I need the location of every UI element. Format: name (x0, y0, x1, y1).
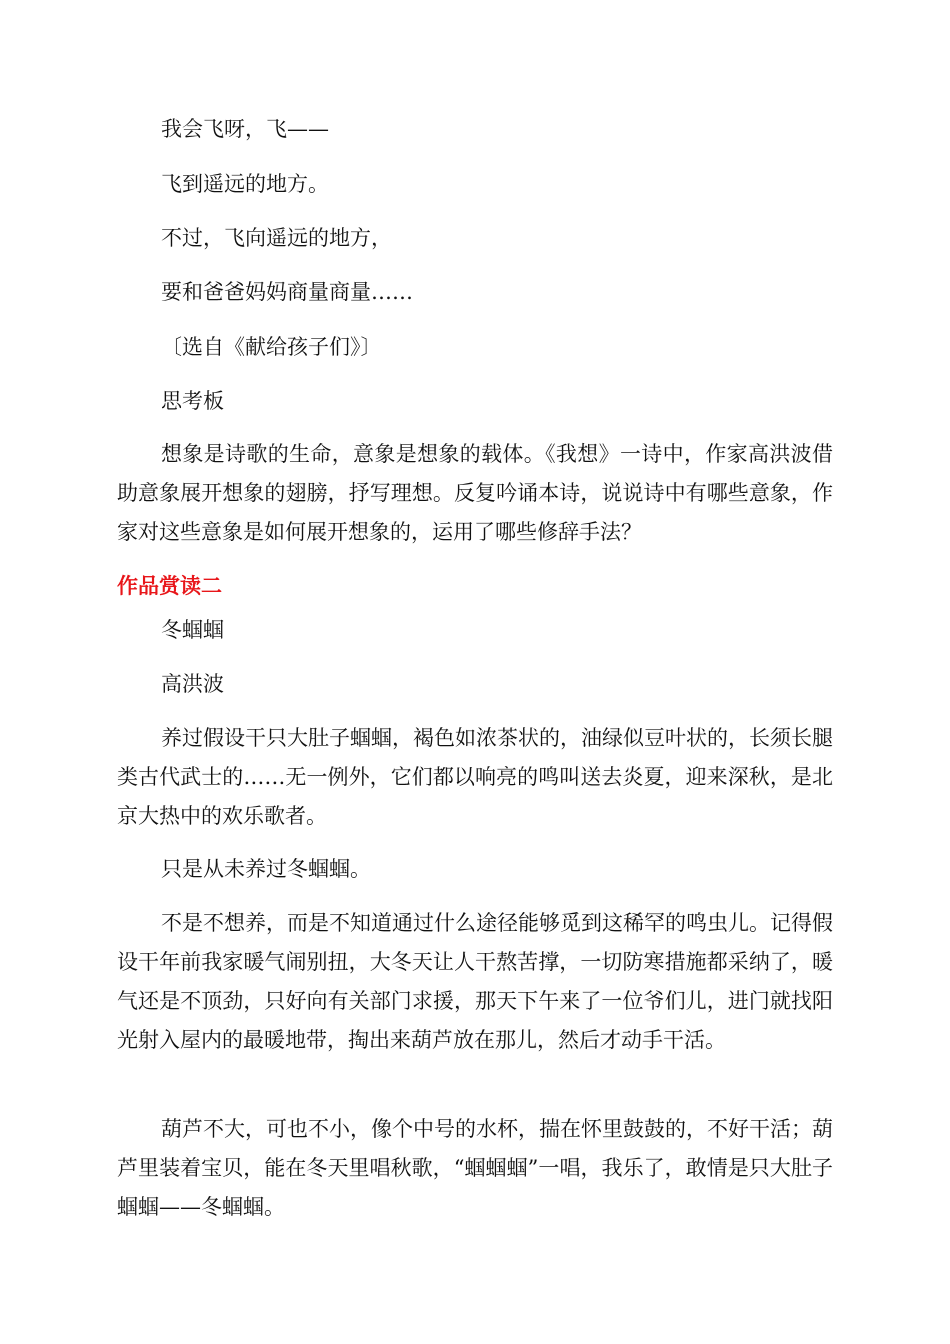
poem-source: 〔选自《献给孩子们》〕 (161, 335, 382, 359)
poem-line: 不过，飞向遥远的地方， (161, 226, 392, 250)
document-page (117, 0, 833, 1344)
article-paragraph: 只是从未养过冬蝈蝈。 (161, 857, 371, 881)
poem-line: 要和爸爸妈妈商量商量…… (161, 280, 413, 304)
section-heading: 作品赏读二 (117, 574, 222, 598)
article-title: 冬蝈蝈 (161, 618, 224, 642)
think-board-text: 想象是诗歌的生命，意象是想象的载体。《我想》一诗中，作家高洪波借助意象展开想象的翅膀，抒写理想。反复吟诵本诗，说说诗中有哪些意象，作家对这些意象是如何展开想象的，运用了哪些修辞手法？ (117, 442, 833, 544)
poem-line: 我会飞呀，飞—— (161, 117, 329, 141)
article-paragraph: 不是不想养，而是不知道通过什么途径能够觅到这稀罕的鸣虫儿。记得假设干年前我家暖气闹别扭，大冬天让人干熬苦撑，一切防寒措施都采纳了，暖气还是不顶劲，只好向有关部门求援，那天下午来了一位爷们儿，进门就找阳光射入屋内的最暖地带，掏出来葫芦放在那儿，然后才动手干活。 (117, 911, 833, 1052)
article-paragraph: 养过假设干只大肚子蝈蝈，褐色如浓茶状的，油绿似豆叶状的，长须长腿类古代武士的……无一例外，它们都以响亮的鸣叫送去炎夏，迎来深秋，是北京大热中的欢乐歌者。 (117, 726, 833, 828)
poem-line: 飞到遥远的地方。 (161, 172, 329, 196)
article-paragraph: 葫芦不大，可也不小，像个中号的水杯，揣在怀里鼓鼓的，不好干活；葫芦里装着宝贝，能在冬天里唱秋歌，“蝈蝈蝈”一唱，我乐了，敢情是只大肚子蝈蝈——冬蝈蝈。 (117, 1117, 833, 1219)
think-board-title: 思考板 (161, 389, 224, 413)
article-author: 高洪波 (161, 672, 224, 696)
